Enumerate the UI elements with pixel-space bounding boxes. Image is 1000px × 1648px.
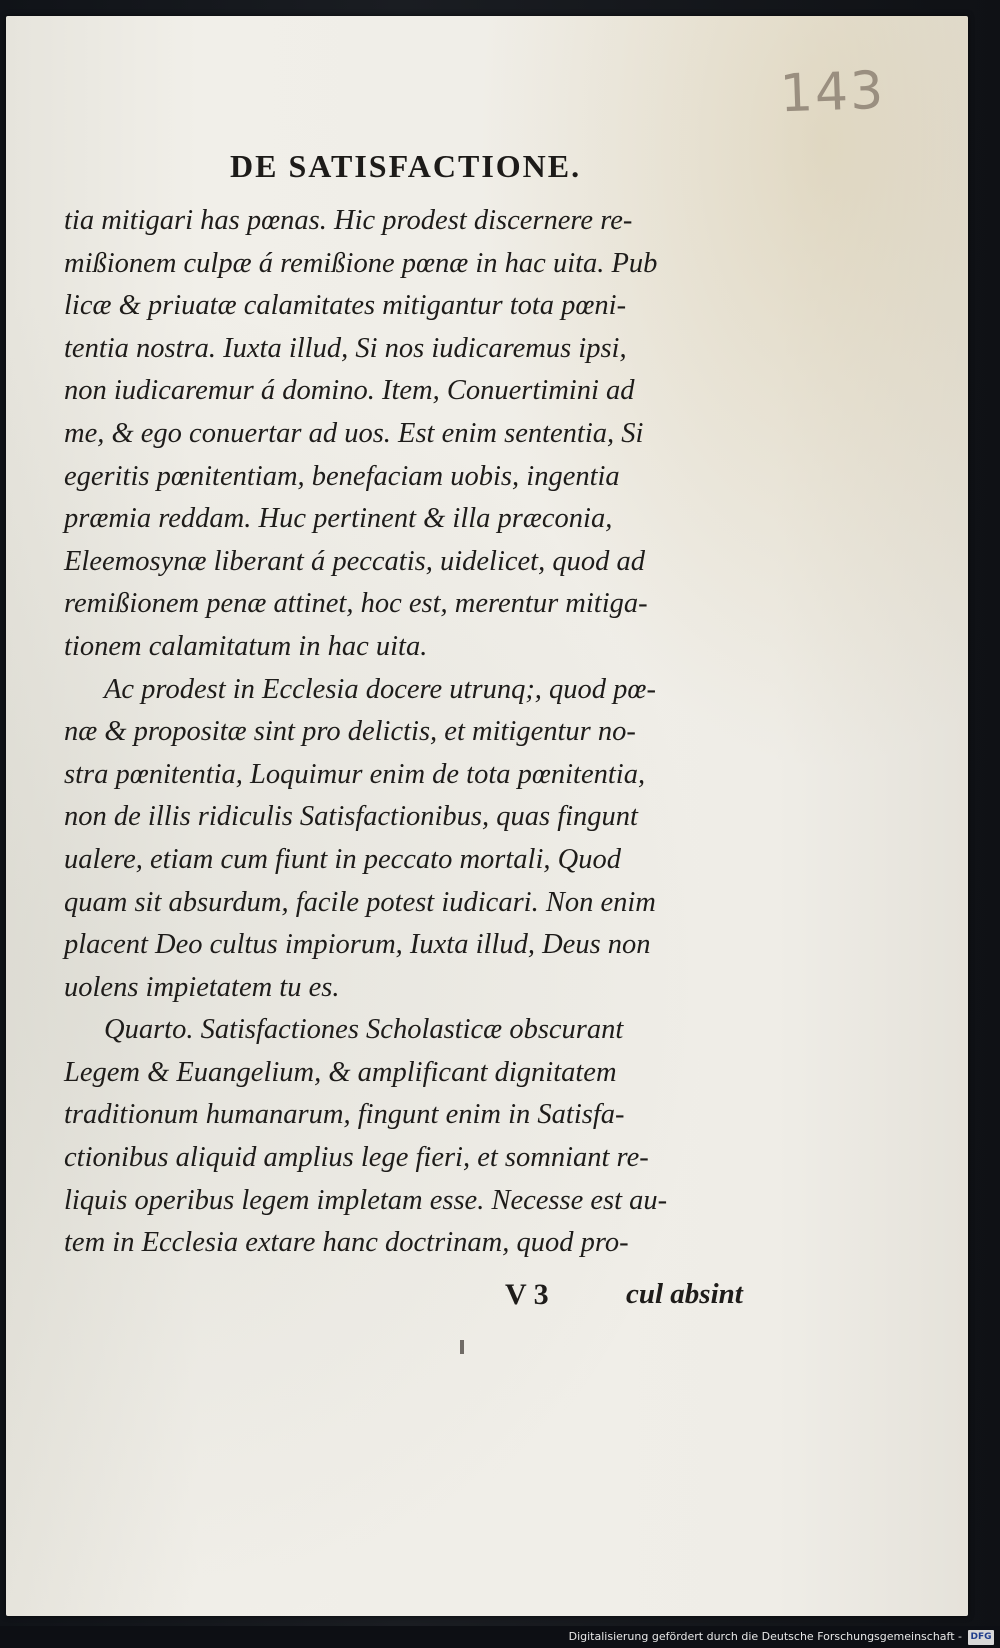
- text-line: ctionibus aliquid amplius lege fieri, et somniant re-: [64, 1142, 649, 1174]
- text-line: næ & propositæ sint pro delictis, et mitigentur no-: [64, 716, 636, 748]
- folio-number: 143: [778, 60, 887, 125]
- text-line: præmia reddam. Huc pertinent & illa præconia,: [64, 503, 613, 535]
- ink-mark: [460, 1340, 464, 1354]
- body-text: [64, 200, 764, 1265]
- text-line: uolens impietatem tu es.: [64, 971, 340, 1003]
- text-line: me, & ego conuertar ad uos. Est enim sententia, Si: [64, 417, 644, 449]
- dfg-logo: DFG: [968, 1630, 994, 1645]
- text-line: traditionum humanarum, fingunt enim in Satisfa-: [64, 1099, 625, 1131]
- running-head: DE SATISFACTIONE.: [230, 148, 582, 184]
- signature-mark: V 3: [505, 1278, 549, 1311]
- text-line: remißionem penæ attinet, hoc est, merentur mitiga-: [64, 588, 648, 620]
- text-line: licæ & priuatæ calamitates mitigantur tota pœni-: [64, 290, 627, 322]
- text-line: stra pœnitentia, Loquimur enim de tota pœnitentia,: [64, 758, 646, 790]
- digitization-credit: Digitalisierung gefördert durch die Deutsche Forschungsgemeinschaft -: [568, 1630, 962, 1643]
- catchword: cul absint: [626, 1278, 743, 1310]
- text-line: tia mitigari has pœnas. Hic prodest discernere re-: [64, 205, 633, 236]
- text-line: liquis operibus legem impletam esse. Necesse est au-: [64, 1184, 668, 1216]
- text-line: tem in Ecclesia extare hanc doctrinam, quod pro-: [64, 1227, 629, 1259]
- text-line: Legem & Euangelium, & amplificant dignitatem: [64, 1056, 617, 1088]
- text-line: mißionem culpæ á remißione pœnæ in hac uita. Pub: [64, 247, 658, 279]
- text-line: ualere, etiam cum fiunt in peccato mortali, Quod: [64, 843, 621, 875]
- text-line: placent Deo cultus impiorum, Iuxta illud, Deus non: [64, 929, 651, 961]
- text-line: tentia nostra. Iuxta illud, Si nos iudicaremus ipsi,: [64, 332, 627, 364]
- text-line: Eleemosynæ liberant á peccatis, uidelicet, quod ad: [64, 545, 645, 577]
- text-line: tionem calamitatum in hac uita.: [64, 630, 428, 662]
- paragraph-start-line: Quarto. Satisfactiones Scholasticæ obscurant: [104, 1014, 624, 1046]
- paragraph-start-line: Ac prodest in Ecclesia docere utrunq;, quod pœ-: [104, 673, 656, 705]
- text-line: non de illis ridiculis Satisfactionibus, quas fingunt: [64, 801, 638, 833]
- text-line: egeritis pœnitentiam, benefaciam uobis, ingentia: [64, 460, 620, 492]
- text-line: non iudicaremur á domino. Item, Conuertimini ad: [64, 375, 635, 407]
- text-line: quam sit absurdum, facile potest iudicari. Non enim: [64, 886, 656, 918]
